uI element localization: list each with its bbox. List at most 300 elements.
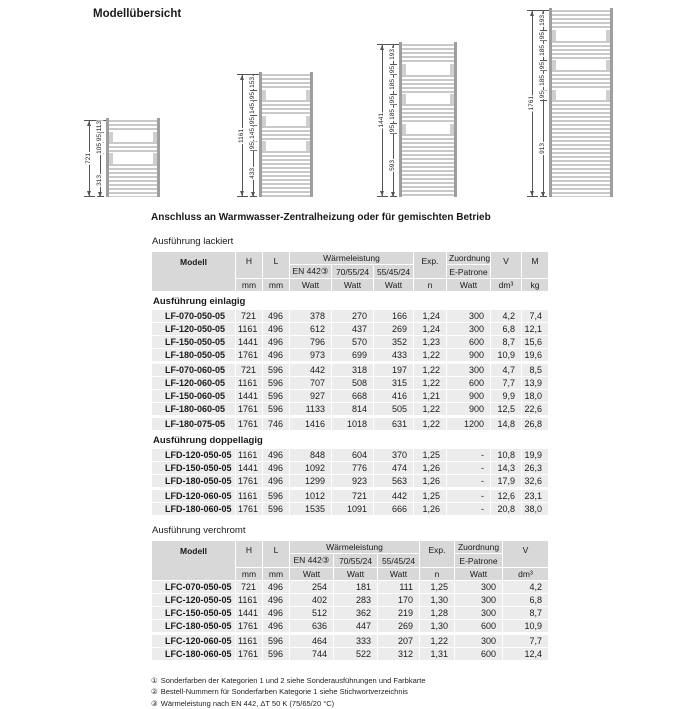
tube-gap <box>402 94 454 104</box>
unit-mm: mm <box>236 568 263 581</box>
dimension-label: 313 <box>96 174 104 186</box>
cell-en442: 796 <box>290 336 332 349</box>
cell-e-patrone: 900 <box>447 390 491 403</box>
radiator-body <box>399 44 457 197</box>
dimension-label: 185 <box>539 45 547 57</box>
cell-en442: 1299 <box>290 475 332 489</box>
tube-gap <box>552 60 610 70</box>
cell-exp: 1,23 <box>414 336 447 349</box>
cell-l: 596 <box>263 403 290 417</box>
cell-model: LFD-180-060-05 <box>152 503 236 516</box>
page-title: Modellübersicht <box>93 8 182 20</box>
cell-model: LFC-150-050-05 <box>152 607 236 620</box>
dimension-total-column <box>237 74 248 197</box>
cell-v: 12,5 <box>491 403 522 417</box>
dimension-label: 95 <box>249 117 257 125</box>
cell-en442: 848 <box>290 449 332 462</box>
cell-e-patrone: 600 <box>455 620 503 634</box>
col-header-h: H <box>236 252 263 279</box>
tube-gap <box>552 30 610 40</box>
cell-55-45-24: 269 <box>378 620 420 634</box>
cell-h: 1761 <box>236 648 263 661</box>
cell-55-45-24: 416 <box>374 390 414 403</box>
cell-v: 7,7 <box>503 634 549 648</box>
cell-70-55-24: 699 <box>332 349 374 363</box>
dimension-label: 95 <box>539 32 547 40</box>
tube-gap <box>262 90 310 100</box>
cell-en442: 464 <box>290 634 334 648</box>
cell-v: 10,9 <box>491 349 522 363</box>
cell-e-patrone: 900 <box>447 349 491 363</box>
cell-55-45-24: 312 <box>378 648 420 661</box>
cell-l: 596 <box>263 503 290 516</box>
cell-en442: 402 <box>290 594 334 607</box>
tube-group <box>402 134 454 197</box>
cell-exp: 1,26 <box>414 462 447 475</box>
unit-watt: Watt <box>455 568 503 581</box>
cell-exp: 1,22 <box>414 349 447 363</box>
table-row <box>152 336 549 349</box>
cell-m: 15,6 <box>522 336 549 349</box>
cell-70-55-24: 522 <box>334 648 378 661</box>
col-header-l: L <box>263 541 290 568</box>
cell-m: 8,5 <box>522 363 549 377</box>
unit-dm3: dm³ <box>491 279 522 292</box>
dimension-label: 185 <box>389 79 397 91</box>
table-row <box>152 390 549 403</box>
dimension-label: 185 <box>539 74 547 86</box>
footnote-text: Sonderfarben der Kategorien 1 und 2 siehe Sonderausführungen und Farbkarte <box>160 676 426 685</box>
cell-70-55-24: 508 <box>332 377 374 390</box>
cell-70-55-24: 604 <box>332 449 374 462</box>
cell-en442: 1535 <box>290 503 332 516</box>
cell-55-45-24: 315 <box>374 377 414 390</box>
cell-v: 12,6 <box>491 489 522 503</box>
footnotes <box>151 675 548 709</box>
col-header-l: L <box>263 252 290 279</box>
cell-e-patrone: - <box>447 489 491 503</box>
radiator-body <box>106 120 160 197</box>
unit-mm: mm <box>263 568 290 581</box>
tube-group <box>552 100 610 197</box>
cell-l: 596 <box>263 489 290 503</box>
cell-h: 1161 <box>236 377 263 390</box>
table-row <box>152 620 549 634</box>
cell-55-45-24: 352 <box>374 336 414 349</box>
cell-h: 1161 <box>236 594 263 607</box>
cell-model: LF-180-050-05 <box>152 349 236 363</box>
cell-l: 496 <box>263 310 290 323</box>
tube-gap <box>109 132 157 142</box>
tube-group <box>552 41 610 61</box>
unit-watt: Watt <box>334 568 378 581</box>
cell-h: 1161 <box>236 489 263 503</box>
table-row <box>152 648 549 661</box>
cell-h: 1161 <box>236 634 263 648</box>
cell-l: 496 <box>263 462 290 475</box>
unit-dm3: dm³ <box>503 568 549 581</box>
cell-e-patrone: 300 <box>455 594 503 607</box>
cell-v: 12,4 <box>503 648 549 661</box>
tube-group <box>109 120 157 132</box>
table-row <box>152 310 549 323</box>
cell-e-patrone: 600 <box>447 336 491 349</box>
cell-h: 721 <box>236 310 263 323</box>
cell-en442: 1133 <box>290 403 332 417</box>
cell-l: 496 <box>263 607 290 620</box>
tube-group <box>262 126 310 141</box>
cell-70-55-24: 447 <box>334 620 378 634</box>
cell-l: 496 <box>263 449 290 462</box>
cell-exp: 1,24 <box>414 323 447 336</box>
cell-70-55-24: 721 <box>332 489 374 503</box>
col-header-55-45-24: 55/45/24 <box>374 265 414 279</box>
cell-exp: 1,22 <box>414 377 447 390</box>
radiator-diagram-1441 <box>377 44 457 197</box>
tube-group <box>552 70 610 90</box>
cell-e-patrone: 600 <box>455 648 503 661</box>
col-header-e-patrone: E-Patrone <box>455 554 503 568</box>
cell-l: 596 <box>263 363 290 377</box>
cell-e-patrone: 1200 <box>447 417 491 431</box>
cell-exp: 1,30 <box>420 594 455 607</box>
cell-e-patrone: - <box>447 449 491 462</box>
col-header-70-55-24: 70/55/24 <box>334 554 378 568</box>
col-header-exp: Exp. <box>414 252 447 279</box>
cell-exp: 1,31 <box>420 648 455 661</box>
cell-l: 596 <box>263 390 290 403</box>
cell-model: LF-070-060-05 <box>152 363 236 377</box>
footnote-3 <box>151 698 548 709</box>
dimension-segments-column <box>388 44 399 197</box>
cell-l: 496 <box>263 594 290 607</box>
cell-exp: 1,26 <box>414 475 447 489</box>
tube-gap <box>109 153 157 163</box>
cell-exp: 1,24 <box>414 310 447 323</box>
cell-model: LFD-150-050-05 <box>152 462 236 475</box>
cell-h: 1441 <box>236 336 263 349</box>
cell-model: LFD-120-060-05 <box>152 489 236 503</box>
cell-55-45-24: 219 <box>378 607 420 620</box>
unit-mm: mm <box>263 279 290 292</box>
cell-en442: 744 <box>290 648 334 661</box>
cell-m: 7,4 <box>522 310 549 323</box>
cell-m: 38,0 <box>522 503 549 516</box>
dimension-label: 433 <box>249 168 257 180</box>
tube-group <box>262 151 310 197</box>
unit-watt: Watt <box>290 279 332 292</box>
cell-en442: 1012 <box>290 489 332 503</box>
col-header-modell: Modell <box>152 252 236 292</box>
dimension-label: 913 <box>539 142 547 154</box>
col-header-modell: Modell <box>152 541 236 581</box>
table-header <box>152 541 549 581</box>
cell-l: 496 <box>263 336 290 349</box>
cell-e-patrone: - <box>447 462 491 475</box>
dimension-total-column <box>84 120 95 197</box>
dimension-label-total: 721 <box>85 153 93 164</box>
table-row <box>152 594 549 607</box>
cell-m: 23,1 <box>522 489 549 503</box>
cell-h: 1761 <box>236 403 263 417</box>
dimension-label: 113 <box>96 121 104 132</box>
col-header-v: V <box>503 541 549 568</box>
cell-70-55-24: 570 <box>332 336 374 349</box>
cell-h: 1761 <box>236 417 263 431</box>
footnote-marker: ② <box>151 687 158 697</box>
tube-group <box>552 10 610 30</box>
cell-l: 596 <box>263 634 290 648</box>
cell-l: 496 <box>263 323 290 336</box>
cell-v: 4,2 <box>491 310 522 323</box>
cell-model: LFC-070-050-05 <box>152 581 236 594</box>
unit-watt: Watt <box>374 279 414 292</box>
footnote-2 <box>151 686 548 697</box>
cell-v: 10,8 <box>491 449 522 462</box>
cell-en442: 378 <box>290 310 332 323</box>
dimension-label: 95 <box>539 61 547 70</box>
cell-70-55-24: 437 <box>332 323 374 336</box>
dimension-label: 95 <box>539 91 547 99</box>
radiator-diagram-1761 <box>527 10 613 197</box>
cell-v: 17,9 <box>491 475 522 489</box>
table-row <box>152 475 549 489</box>
footnote-text: Bestell-Nummern für Sonderfarben Kategorie 1 siehe Stichwortverzeichnis <box>160 687 408 697</box>
tube-gap <box>262 116 310 126</box>
cell-l: 496 <box>263 475 290 489</box>
cell-m: 19,9 <box>522 449 549 462</box>
col-header-70-55-24: 70/55/24 <box>332 265 374 279</box>
radiator-diagram-721 <box>84 120 160 197</box>
dimension-segments-column <box>95 120 106 197</box>
cell-v: 4,7 <box>491 363 522 377</box>
footnote-1 <box>151 675 548 686</box>
cell-m: 32,6 <box>522 475 549 489</box>
col-header-en442: EN 442③ <box>290 554 334 568</box>
dimension-label: 193 <box>539 15 547 27</box>
cell-h: 1441 <box>236 607 263 620</box>
footnote-marker: ① <box>151 676 158 685</box>
col-header-e-patrone: E-Patrone <box>447 265 491 279</box>
tube-group <box>402 44 454 64</box>
cell-e-patrone: 300 <box>455 581 503 594</box>
unit-watt: Watt <box>332 279 374 292</box>
cell-70-55-24: 1091 <box>332 503 374 516</box>
dimension-label-total: 1161 <box>238 128 246 143</box>
radiator-body <box>549 10 613 197</box>
tube-group <box>262 100 310 115</box>
section-label: Ausführung doppellagig <box>152 431 549 449</box>
cell-e-patrone: 300 <box>447 363 491 377</box>
dimension-segments-column <box>538 10 549 197</box>
cell-en442: 973 <box>290 349 332 363</box>
table-header <box>152 252 549 292</box>
col-header-zuordnung: Zuordnung <box>447 252 491 265</box>
dimension-label: 145 <box>249 127 257 139</box>
cell-en442: 636 <box>290 620 334 634</box>
col-header-v: V <box>491 252 522 279</box>
cell-en442: 927 <box>290 390 332 403</box>
table-row <box>152 363 549 377</box>
cell-h: 1761 <box>236 475 263 489</box>
cell-55-45-24: 207 <box>378 634 420 648</box>
cell-en442: 612 <box>290 323 332 336</box>
cell-v: 20,8 <box>491 503 522 516</box>
cell-e-patrone: - <box>447 475 491 489</box>
cell-v: 10,9 <box>503 620 549 634</box>
cell-exp: 1,28 <box>420 607 455 620</box>
unit-watt: Watt <box>290 568 334 581</box>
cell-70-55-24: 923 <box>332 475 374 489</box>
cell-en442: 1416 <box>290 417 332 431</box>
cell-v: 9,9 <box>491 390 522 403</box>
section-heading: Anschluss an Warmwasser-Zentralheizung oder für gemischten Betrieb <box>151 212 491 223</box>
cell-l: 496 <box>263 620 290 634</box>
cell-55-45-24: 170 <box>378 594 420 607</box>
cell-55-45-24: 666 <box>374 503 414 516</box>
dimension-label: 193 <box>389 49 397 61</box>
cell-70-55-24: 283 <box>334 594 378 607</box>
section-row-doppellagig <box>152 431 549 449</box>
cell-en442: 1092 <box>290 462 332 475</box>
cell-model: LFC-120-050-05 <box>152 594 236 607</box>
cell-model: LF-180-075-05 <box>152 417 236 431</box>
cell-exp: 1,22 <box>414 417 447 431</box>
dimension-label-total: 1441 <box>378 113 386 128</box>
cell-70-55-24: 318 <box>332 363 374 377</box>
unit-n: n <box>420 568 455 581</box>
cell-e-patrone: 300 <box>447 323 491 336</box>
cell-model: LFD-120-050-05 <box>152 449 236 462</box>
cell-l: 596 <box>263 648 290 661</box>
table-row <box>152 377 549 390</box>
cell-70-55-24: 362 <box>334 607 378 620</box>
tube-gap <box>552 90 610 100</box>
cell-exp: 1,25 <box>420 581 455 594</box>
cell-h: 1161 <box>236 323 263 336</box>
cell-en442: 707 <box>290 377 332 390</box>
table-row <box>152 634 549 648</box>
cell-55-45-24: 474 <box>374 462 414 475</box>
col-header-waermeleistung: Wärmeleistung <box>290 252 414 265</box>
cell-70-55-24: 668 <box>332 390 374 403</box>
cell-model: LF-180-060-05 <box>152 403 236 417</box>
cell-v: 6,8 <box>503 594 549 607</box>
cell-v: 7,7 <box>491 377 522 390</box>
cell-55-45-24: 563 <box>374 475 414 489</box>
col-header-h: H <box>236 541 263 568</box>
footnote-text: Wärmeleistung nach EN 442, ΔT 50 K (75/65/20 °C) <box>160 698 335 708</box>
tube-group <box>109 142 157 153</box>
table-label-verchromt: Ausführung verchromt <box>152 525 246 536</box>
cell-exp: 1,30 <box>420 620 455 634</box>
cell-v: 8,7 <box>491 336 522 349</box>
lacquered-table <box>151 251 549 516</box>
tube-group <box>109 164 157 197</box>
cell-55-45-24: 269 <box>374 323 414 336</box>
cell-m: 12,1 <box>522 323 549 336</box>
dimension-label: 153 <box>249 77 257 88</box>
table-row <box>152 349 549 363</box>
cell-exp: 1,22 <box>414 403 447 417</box>
cell-55-45-24: 433 <box>374 349 414 363</box>
cell-exp: 1,22 <box>414 363 447 377</box>
cell-70-55-24: 776 <box>332 462 374 475</box>
cell-m: 18,0 <box>522 390 549 403</box>
cell-v: 14,8 <box>491 417 522 431</box>
cell-m: 22,6 <box>522 403 549 417</box>
cell-70-55-24: 333 <box>334 634 378 648</box>
cell-55-45-24: 442 <box>374 489 414 503</box>
tube-gap <box>262 141 310 151</box>
cell-l: 496 <box>263 349 290 363</box>
dimension-label: 145 <box>249 102 257 114</box>
table-label-lackiert: Ausführung lackiert <box>152 236 234 247</box>
cell-exp: 1,21 <box>414 390 447 403</box>
cell-h: 1441 <box>236 462 263 475</box>
table-body-verchromt <box>152 581 549 661</box>
cell-70-55-24: 814 <box>332 403 374 417</box>
col-header-55-45-24: 55/45/24 <box>378 554 420 568</box>
col-header-exp: Exp. <box>420 541 455 568</box>
cell-h: 1441 <box>236 390 263 403</box>
table-row <box>152 403 549 417</box>
col-header-zuordnung: Zuordnung <box>455 541 503 554</box>
dimension-label: 95 <box>96 133 104 142</box>
radiator-diagram-1161 <box>237 74 313 197</box>
unit-watt: Watt <box>447 279 491 292</box>
cell-e-patrone: 300 <box>447 310 491 323</box>
cell-e-patrone: 600 <box>447 377 491 390</box>
section-row-einlagig <box>152 292 549 310</box>
table-row <box>152 503 549 516</box>
table-row <box>152 489 549 503</box>
cell-55-45-24: 166 <box>374 310 414 323</box>
table-row <box>152 581 549 594</box>
cell-55-45-24: 197 <box>374 363 414 377</box>
cell-model: LFD-180-050-05 <box>152 475 236 489</box>
cell-55-45-24: 631 <box>374 417 414 431</box>
cell-70-55-24: 181 <box>334 581 378 594</box>
cell-m: 26,3 <box>522 462 549 475</box>
cell-l: 746 <box>263 417 290 431</box>
cell-h: 1761 <box>236 620 263 634</box>
dimension-label: 593 <box>389 159 397 171</box>
cell-v: 14,3 <box>491 462 522 475</box>
dimension-label: 95 <box>249 142 257 150</box>
tube-group <box>262 74 310 90</box>
chrome-table <box>151 540 549 661</box>
cell-model: LFC-120-060-05 <box>152 634 236 648</box>
dimension-total-column <box>527 10 538 197</box>
cell-55-45-24: 505 <box>374 403 414 417</box>
dimension-label: 95 <box>249 91 257 100</box>
cell-h: 1761 <box>236 503 263 516</box>
unit-mm: mm <box>236 279 263 292</box>
table-row <box>152 449 549 462</box>
cell-m: 19,6 <box>522 349 549 363</box>
table-body-doppellagig <box>152 449 549 516</box>
cell-v: 6,8 <box>491 323 522 336</box>
cell-en442: 254 <box>290 581 334 594</box>
cell-70-55-24: 1018 <box>332 417 374 431</box>
cell-l: 496 <box>263 581 290 594</box>
unit-n: n <box>414 279 447 292</box>
cell-model: LFC-180-050-05 <box>152 620 236 634</box>
footnote-marker: ③ <box>151 698 158 708</box>
cell-e-patrone: 300 <box>455 634 503 648</box>
cell-h: 1161 <box>236 449 263 462</box>
